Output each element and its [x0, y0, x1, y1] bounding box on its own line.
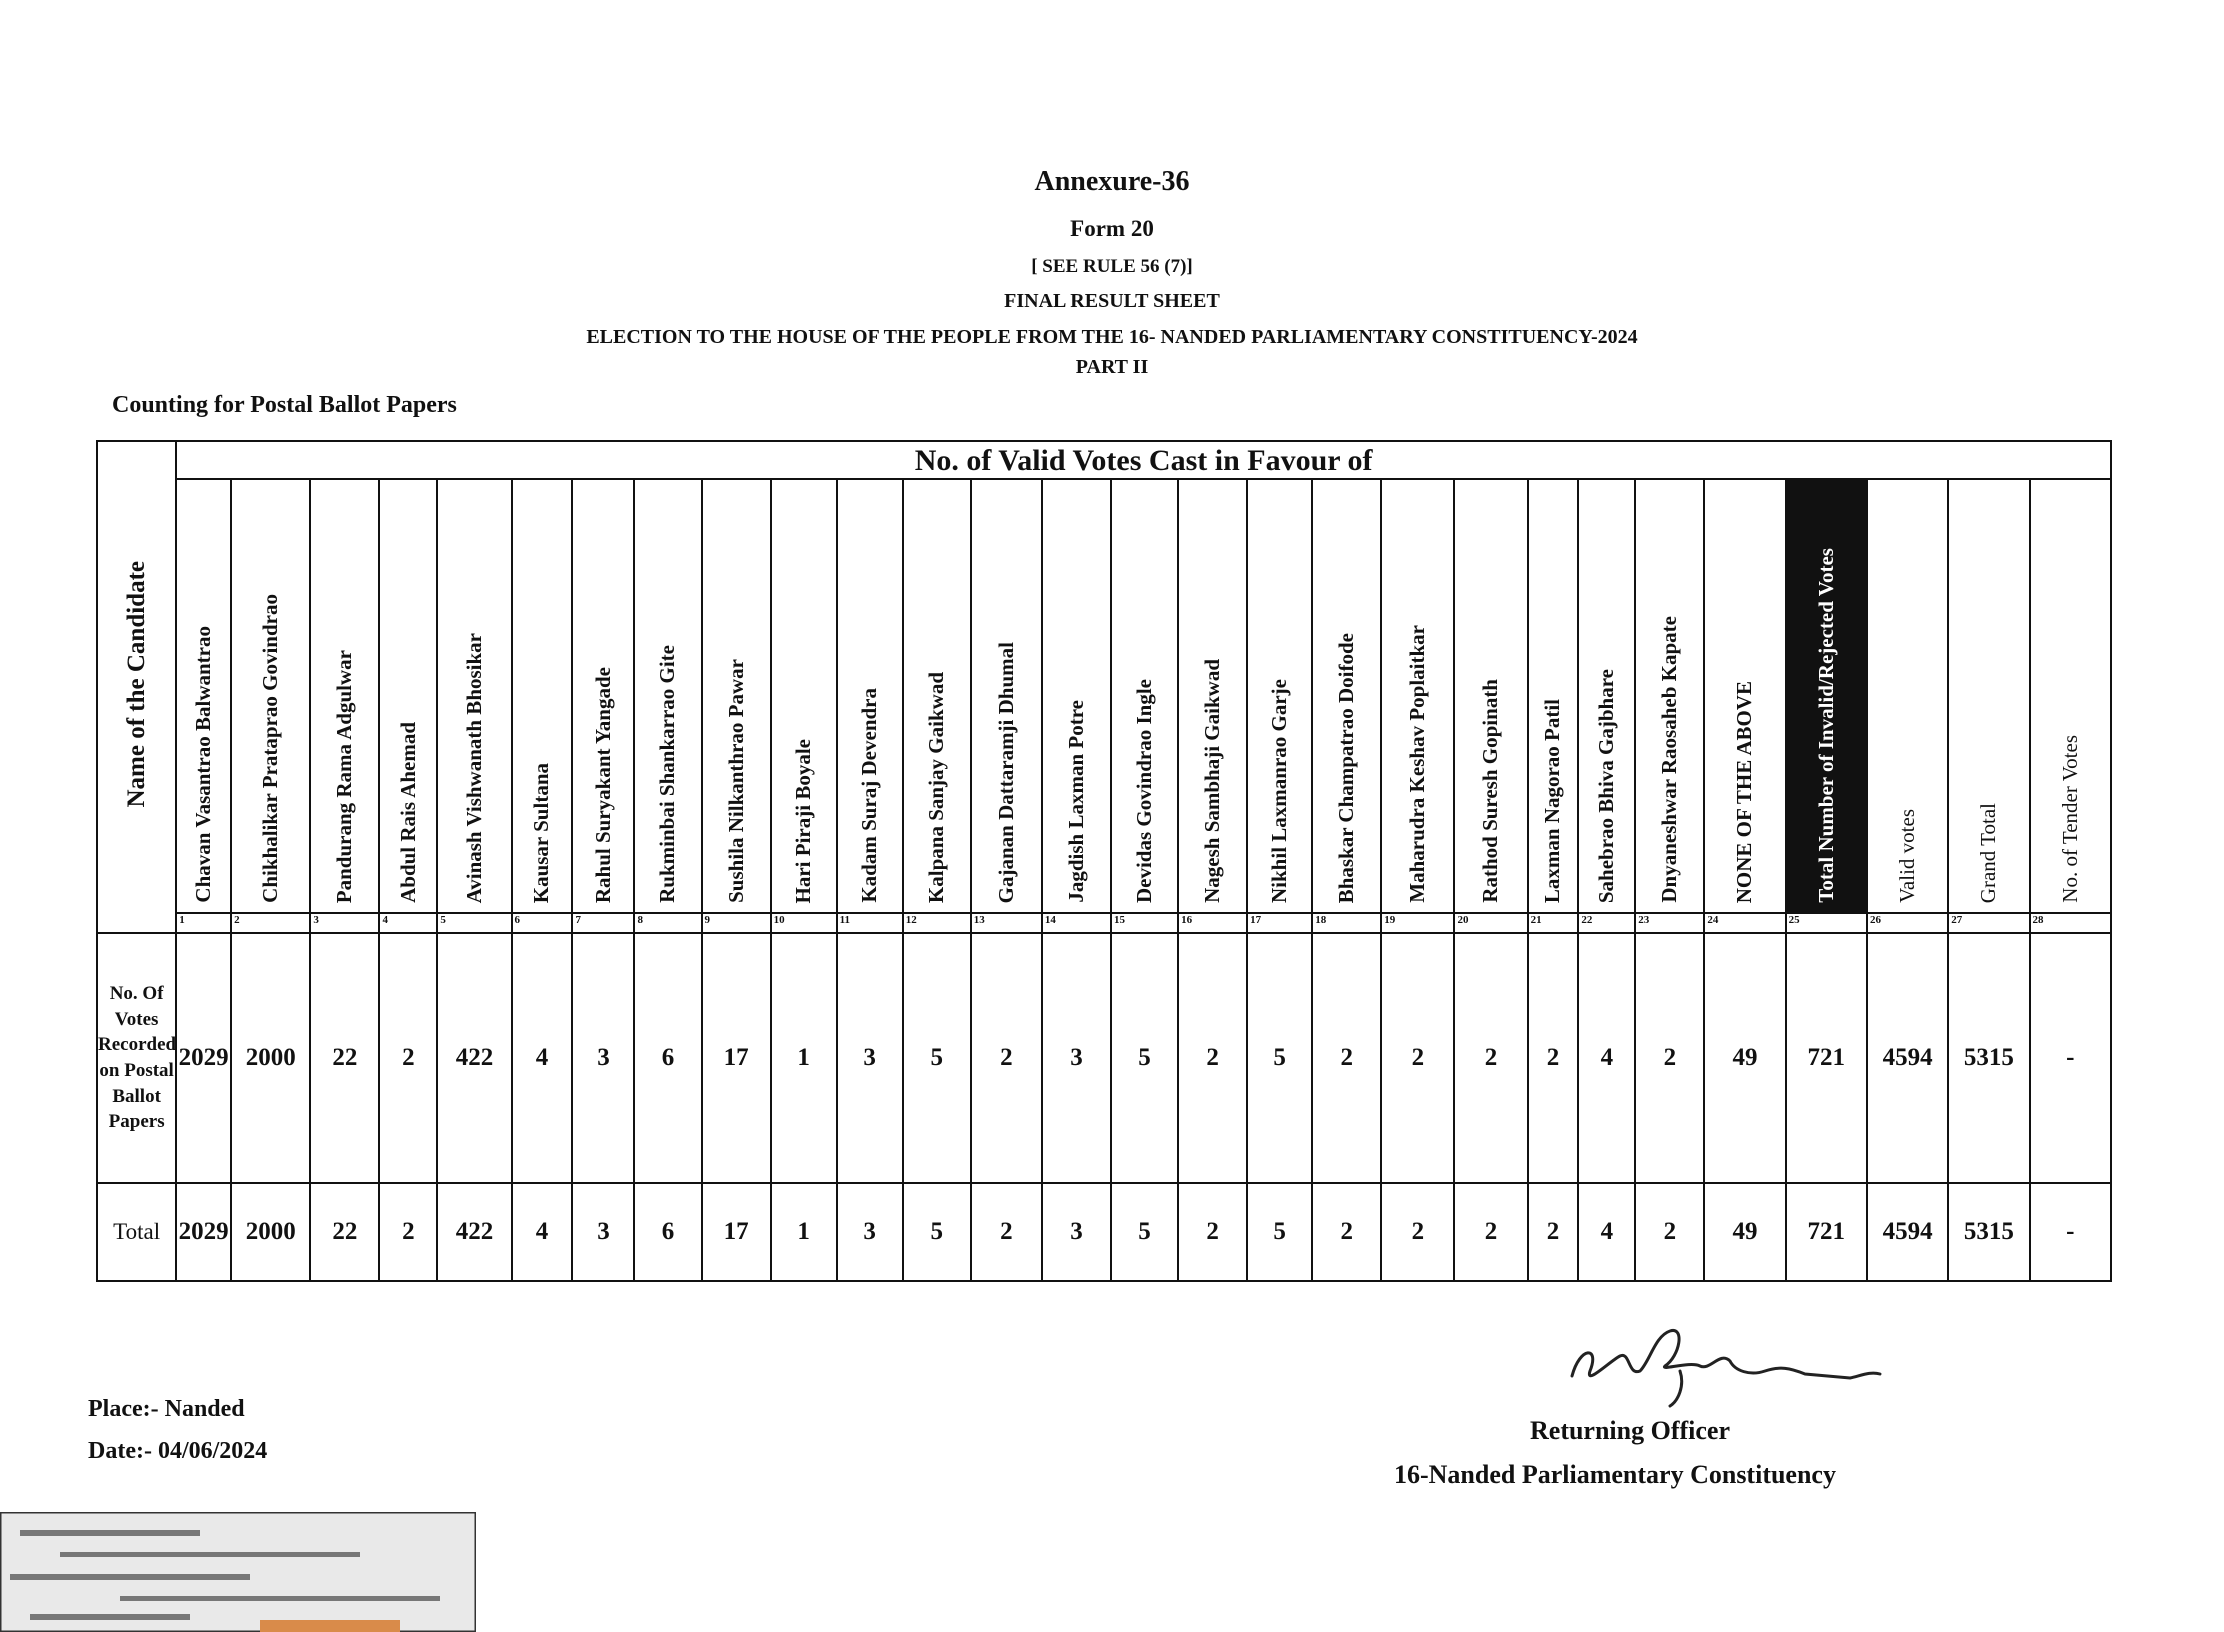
table-cell: 17 — [702, 933, 771, 1183]
table-cell: 2000 — [231, 1183, 310, 1281]
table-cell: 2 — [379, 933, 437, 1183]
column-header: Hari Piraji Boyale — [771, 479, 837, 913]
table-cell: 2029 — [176, 933, 231, 1183]
table-cell: 5 — [1247, 1183, 1312, 1281]
column-header: Chikhalikar Prataprao Govindrao — [231, 479, 310, 913]
table-cell: 721 — [1786, 1183, 1867, 1281]
table-cell: 2 — [1454, 1183, 1527, 1281]
column-number: 10 — [771, 913, 837, 933]
column-header: Nagesh Sambhaji Gaikwad — [1178, 479, 1247, 913]
column-number: 26 — [1867, 913, 1948, 933]
column-header: Rahul Suryakant Yangade — [572, 479, 634, 913]
column-header: No. of Tender Votes — [2030, 479, 2112, 913]
table-cell: 5 — [903, 1183, 971, 1281]
table-cell: 2 — [379, 1183, 437, 1281]
table-cell: 49 — [1704, 933, 1785, 1183]
stamp-fragment — [0, 1512, 476, 1632]
table-cell: 17 — [702, 1183, 771, 1281]
column-number: 25 — [1786, 913, 1867, 933]
column-header: Maharudra Keshav Poplaitkar — [1381, 479, 1454, 913]
returning-officer-label: Returning Officer — [1530, 1416, 1731, 1445]
column-number: 19 — [1381, 913, 1454, 933]
part-title: PART II — [1075, 356, 1149, 378]
table-cell: 4 — [1578, 1183, 1635, 1281]
table-cell: 3 — [1042, 1183, 1111, 1281]
table-cell: 422 — [437, 933, 511, 1183]
table-cell: 3 — [837, 1183, 903, 1281]
table-cell: 2 — [971, 933, 1042, 1183]
column-header: Sushila Nilkanthrao Pawar — [702, 479, 771, 913]
table-cell: 49 — [1704, 1183, 1785, 1281]
column-header: Valid votes — [1867, 479, 1948, 913]
name-of-candidate-header: Name of the Candidate — [97, 441, 176, 933]
column-header: Gajanan Dattaramji Dhumal — [971, 479, 1042, 913]
column-header: Kausar Sultana — [512, 479, 573, 913]
column-number: 16 — [1178, 913, 1247, 933]
table-cell: 2 — [971, 1183, 1042, 1281]
table-cell: 22 — [310, 1183, 379, 1281]
table-cell: 3 — [572, 1183, 634, 1281]
table-cell: 6 — [634, 1183, 701, 1281]
table-cell: 2 — [1178, 1183, 1247, 1281]
table-cell: 4 — [512, 933, 573, 1183]
column-header: Abdul Rais Ahemad — [379, 479, 437, 913]
table-cell: 2 — [1312, 933, 1381, 1183]
column-number: 28 — [2030, 913, 2112, 933]
sheet-title: FINAL RESULT SHEET — [1004, 290, 1220, 312]
column-number: 17 — [1247, 913, 1312, 933]
column-header: Devidas Govindrao Ingle — [1111, 479, 1178, 913]
column-header: Dnyaneshwar Raosaheb Kapate — [1635, 479, 1704, 913]
table-cell: 2 — [1528, 1183, 1579, 1281]
column-header: Avinash Vishwanath Bhosikar — [437, 479, 511, 913]
date-label: Date:- 04/06/2024 — [88, 1438, 268, 1464]
column-number: 1 — [176, 913, 231, 933]
counting-label: Counting for Postal Ballot Papers — [112, 392, 457, 418]
column-number: 13 — [971, 913, 1042, 933]
table-cell: 1 — [771, 933, 837, 1183]
table-cell: 2 — [1312, 1183, 1381, 1281]
column-number: 24 — [1704, 913, 1785, 933]
column-number: 3 — [310, 913, 379, 933]
column-header: Pandurang Rama Adgulwar — [310, 479, 379, 913]
table-cell: 3 — [1042, 933, 1111, 1183]
form-title: Form 20 — [1070, 216, 1154, 241]
column-number: 22 — [1578, 913, 1635, 933]
column-header: Rukminbai Shankarrao Gite — [634, 479, 701, 913]
table-cell: 2 — [1635, 933, 1704, 1183]
column-number: 7 — [572, 913, 634, 933]
valid-votes-group-header: No. of Valid Votes Cast in Favour of — [176, 441, 2111, 479]
column-header: Jagdish Laxman Potre — [1042, 479, 1111, 913]
column-number-row — [97, 913, 2111, 933]
table-cell: 6 — [634, 933, 701, 1183]
column-number: 18 — [1312, 913, 1381, 933]
table-cell: 4594 — [1867, 1183, 1948, 1281]
table-cell: 2000 — [231, 933, 310, 1183]
table-cell: 2 — [1381, 933, 1454, 1183]
column-number: 14 — [1042, 913, 1111, 933]
table-row — [97, 933, 2111, 1183]
row-label: No. Of Votes Recorded on Postal Ballot Papers — [97, 933, 176, 1183]
table-cell: 4 — [1578, 933, 1635, 1183]
column-header: Sahebrao Bhiva Gajbhare — [1578, 479, 1635, 913]
table-cell: 2 — [1381, 1183, 1454, 1281]
table-cell: 1 — [771, 1183, 837, 1281]
column-number: 23 — [1635, 913, 1704, 933]
column-header: Nikhil Laxmanrao Garje — [1247, 479, 1312, 913]
column-number: 2 — [231, 913, 310, 933]
column-header: NONE OF THE ABOVE — [1704, 479, 1785, 913]
row-label: Total — [97, 1183, 176, 1281]
column-header: Rathod Suresh Gopinath — [1454, 479, 1527, 913]
column-number: 4 — [379, 913, 437, 933]
table-cell: 5315 — [1948, 933, 2029, 1183]
table-cell: 5 — [903, 933, 971, 1183]
place-label: Place:- Nanded — [88, 1396, 245, 1422]
column-number: 9 — [702, 913, 771, 933]
column-number: 20 — [1454, 913, 1527, 933]
table-cell: 3 — [837, 933, 903, 1183]
annexure-title: Annexure-36 — [1034, 166, 1190, 197]
table-cell: 2029 — [176, 1183, 231, 1281]
rule-reference: [ SEE RULE 56 (7)] — [1031, 256, 1193, 277]
table-cell: 5 — [1247, 933, 1312, 1183]
table-cell: 4 — [512, 1183, 573, 1281]
table-cell: 2 — [1635, 1183, 1704, 1281]
candidate-header-row — [97, 479, 2111, 913]
column-number: 8 — [634, 913, 701, 933]
table-cell: 721 — [1786, 933, 1867, 1183]
table-cell: 5 — [1111, 1183, 1178, 1281]
column-header: Total Number of Invalid/Rejected Votes — [1786, 479, 1867, 913]
column-number: 15 — [1111, 913, 1178, 933]
column-number: 11 — [837, 913, 903, 933]
column-header: Laxman Nagorao Patil — [1528, 479, 1579, 913]
column-number: 27 — [1948, 913, 2029, 933]
table-cell: 5 — [1111, 933, 1178, 1183]
column-number: 6 — [512, 913, 573, 933]
table-cell: 5315 — [1948, 1183, 2029, 1281]
column-header: Bhaskar Champatrao Doifode — [1312, 479, 1381, 913]
column-header: Kalpana Sanjay Gaikwad — [903, 479, 971, 913]
table-cell: 2 — [1528, 933, 1579, 1183]
table-cell: 22 — [310, 933, 379, 1183]
table-cell: 3 — [572, 933, 634, 1183]
column-number: 5 — [437, 913, 511, 933]
table-cell: - — [2030, 933, 2112, 1183]
signature — [1560, 1316, 1890, 1416]
table-cell: 422 — [437, 1183, 511, 1281]
table-cell: 2 — [1178, 933, 1247, 1183]
column-header: Chavan Vasantrao Balwantrao — [176, 479, 231, 913]
result-table — [96, 440, 2112, 1282]
column-header: Grand Total — [1948, 479, 2029, 913]
constituency-label: 16-Nanded Parliamentary Constituency — [1394, 1460, 1836, 1489]
column-number: 12 — [903, 913, 971, 933]
table-cell: 4594 — [1867, 933, 1948, 1183]
table-row — [97, 1183, 2111, 1281]
table-cell: - — [2030, 1183, 2112, 1281]
column-number: 21 — [1528, 913, 1579, 933]
election-title: ELECTION TO THE HOUSE OF THE PEOPLE FROM THE 16- NANDED PARLIAMENTARY CONSTITUENCY-2024 — [586, 326, 1638, 348]
column-header: Kadam Suraj Devendra — [837, 479, 903, 913]
table-cell: 2 — [1454, 933, 1527, 1183]
